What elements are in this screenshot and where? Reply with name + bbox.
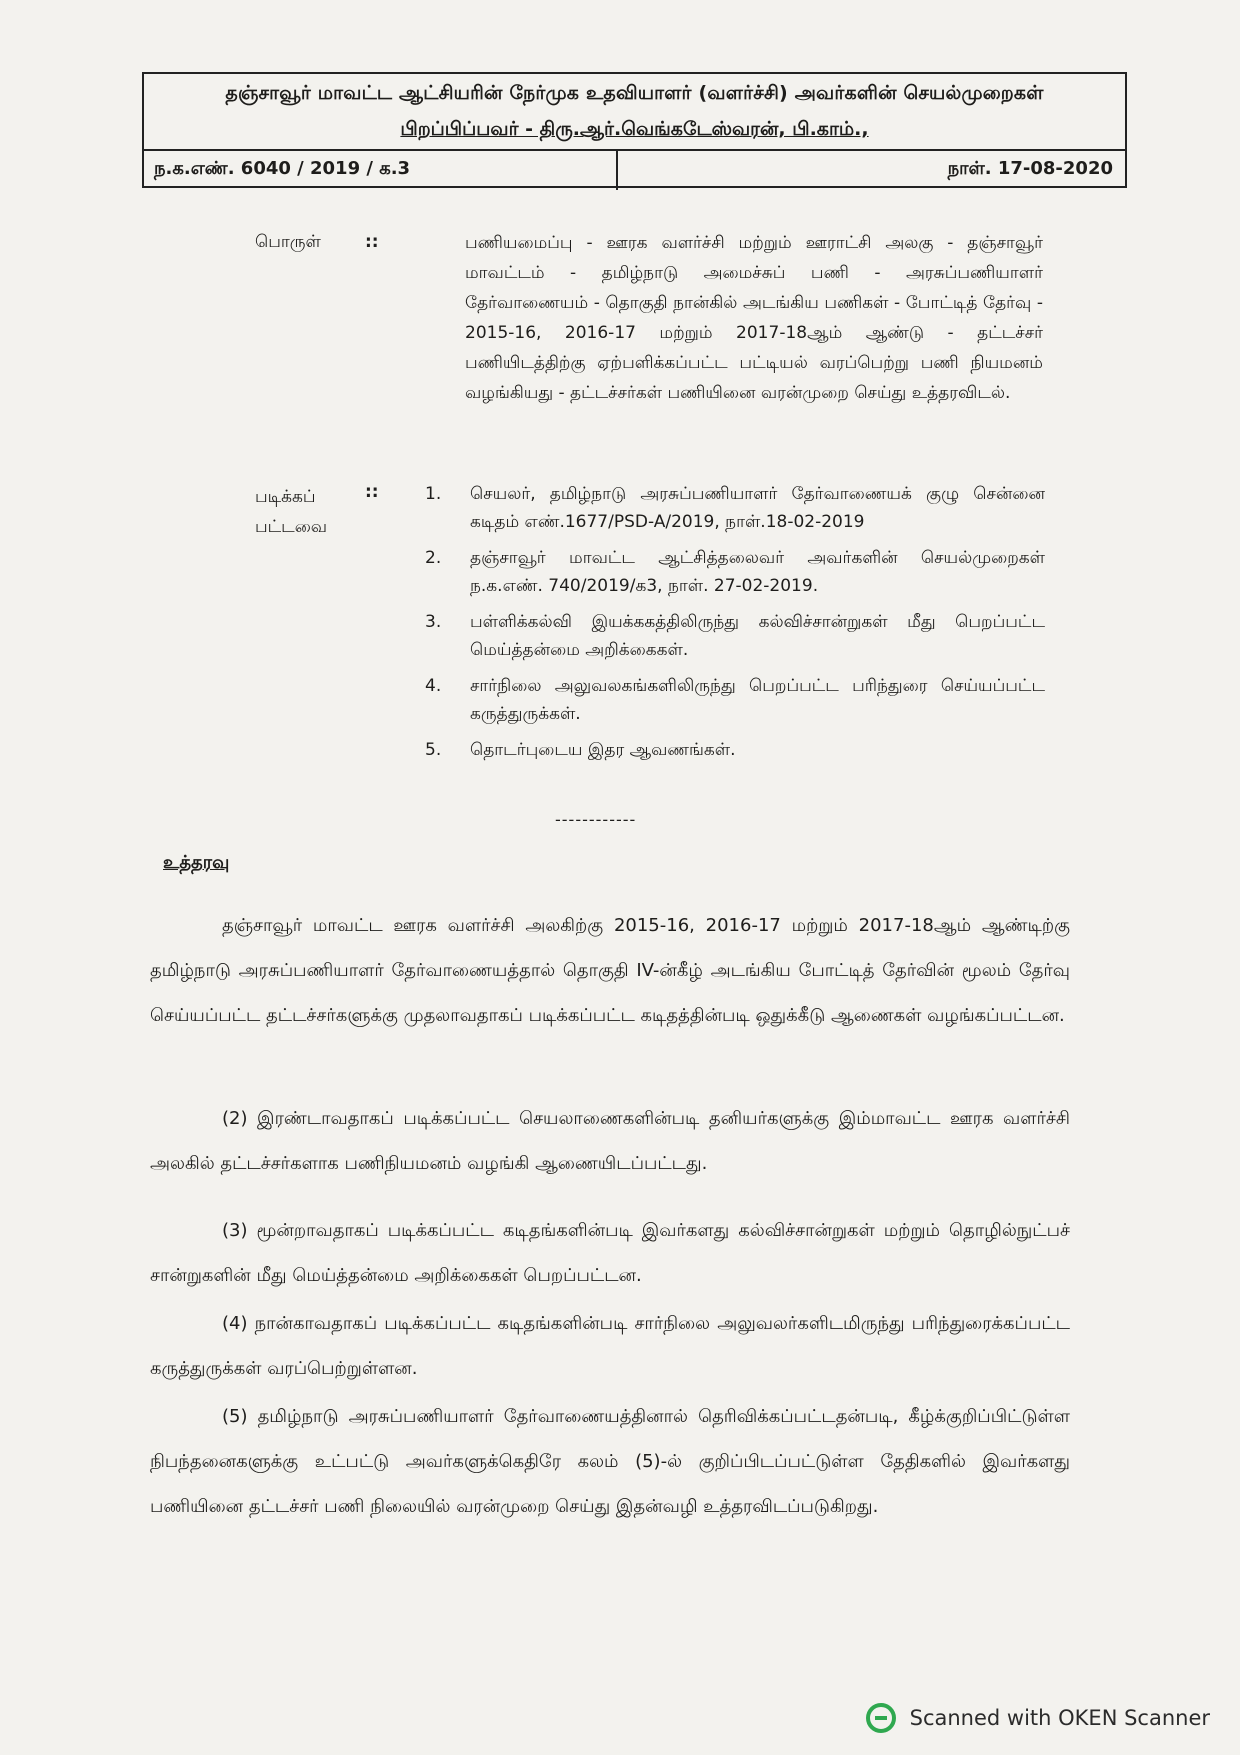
reference-item — [425, 480, 1045, 536]
document-date: நாள். 17-08-2020 — [947, 158, 1113, 179]
subject-separator: :: — [365, 232, 379, 252]
subject-text: பணியமைப்பு - ஊரக வளர்ச்சி மற்றும் ஊராட்சி அலகு - தஞ்சாவூர் மாவட்டம் - தமிழ்நாடு அமைச்சுப் பணி - அரசுப்பணியாளர் தேர்வாணையம் - தொகுதி நான்கில் அடங்கிய பணிகள் - போட்டித் தேர்வு - 2015-16, 2016-17 மற்றும் 2017-18ஆம் ஆண்டு - தட்டச்சர் பணியிடத்திற்கு ஏற்பளிக்கப்பட்ட பட்டியல் வரப்பெற்று பணி நியமனம் வழங்கியது - தட்டச்சர்கள் பணியினை வரன்முறை செய்து உத்தரவிடல். — [465, 233, 1043, 403]
watermark-text: Scanned with OKEN Scanner — [909, 1706, 1210, 1730]
oken-scanner-logo-icon — [866, 1703, 896, 1733]
reference-item — [425, 672, 1045, 728]
reference-item — [425, 736, 1045, 764]
reference-number-label: 5. — [425, 740, 442, 760]
reference-text: தொடர்புடைய இதர ஆவணங்கள். — [470, 740, 736, 760]
reference-number-label: 2. — [425, 548, 442, 568]
scanner-watermark — [866, 1703, 1210, 1733]
reference-item — [425, 608, 1045, 664]
reference-number-label: 3. — [425, 612, 442, 632]
references-list — [425, 480, 1045, 772]
order-paragraph-4: (4) நான்காவதாகப் படிக்கப்பட்ட கடிதங்களின்படி சார்நிலை அலுவலர்களிடமிருந்து பரிந்துரைக்கப்பட்ட கருத்துருக்கள் வரப்பெற்றுள்ளன. — [150, 1313, 1070, 1379]
reference-number: ந.க.எண். 6040 / 2019 / க.3 — [154, 158, 411, 179]
order-heading: உத்தரவு — [163, 852, 230, 873]
reference-number-label: 1. — [425, 484, 442, 504]
order-paragraph-2: (2) இரண்டாவதாகப் படிக்கப்பட்ட செயலாணைகளின்படி தனியர்களுக்கு இம்மாவட்ட ஊரக வளர்ச்சி அலகில் தட்டச்சர்களாக பணிநியமனம் வழங்கி ஆணையிடப்பட்டது. — [150, 1108, 1070, 1174]
section-divider: ------------ — [555, 810, 637, 829]
order-paragraph-1: தஞ்சாவூர் மாவட்ட ஊரக வளர்ச்சி அலகிற்கு 2015-16, 2016-17 மற்றும் 2017-18ஆம் ஆண்டிற்கு தமிழ்நாடு அரசுப்பணியாளர் தேர்வாணையத்தால் தொகுதி IV-ன்கீழ் அடங்கிய போட்டித் தேர்வின் மூலம் தேர்வு செய்யப்பட்ட தட்டச்சர்களுக்கு முதலாவதாகப் படிக்கப்பட்ட கடிதத்தின்படி ஒதுக்கீடு ஆணைகள் வழங்கப்பட்டன. — [150, 915, 1070, 1026]
reference-text: சார்நிலை அலுவலகங்களிலிருந்து பெறப்பட்ட பரிந்துரை செய்யப்பட்ட கருத்துருக்கள். — [470, 676, 1045, 724]
reference-text: தஞ்சாவூர் மாவட்ட ஆட்சித்தலைவர் அவர்களின் செயல்முறைகள் ந.க.எண். 740/2019/க3, நாள். 27-02-2019. — [470, 548, 1045, 596]
references-label: படிக்கப் பட்டவை — [255, 487, 328, 537]
reference-text: செயலர், தமிழ்நாடு அரசுப்பணியாளர் தேர்வாணையக் குழு சென்னை கடிதம் எண்.1677/PSD-A/2019, நாள்.18-02-2019 — [470, 484, 1045, 532]
header-box — [142, 72, 1127, 188]
reference-item — [425, 544, 1045, 600]
header-issuer: பிறப்பிப்பவர் - திரு.ஆர்.வெங்கடேஸ்வரன், பி.காம்., — [400, 118, 869, 140]
header-title: தஞ்சாவூர் மாவட்ட ஆட்சியரின் நேர்முக உதவியாளர் (வளர்ச்சி) அவர்களின் செயல்முறைகள் — [225, 82, 1044, 104]
header-reference-row — [144, 149, 1125, 190]
order-paragraph-5: (5) தமிழ்நாடு அரசுப்பணியாளர் தேர்வாணையத்தினால் தெரிவிக்கப்பட்டதன்படி, கீழ்க்குறிப்பிட்டுள்ள நிபந்தனைகளுக்கு உட்பட்டு அவர்களுக்கெதிரே கலம் (5)-ல் குறிப்பிடப்பட்டுள்ள தேதிகளில் இவர்களது பணியினை தட்டச்சர் பணி நிலையில் வரன்முறை செய்து இதன்வழி உத்தரவிடப்படுகிறது. — [150, 1406, 1070, 1517]
reference-text: பள்ளிக்கல்வி இயக்ககத்திலிருந்து கல்விச்சான்றுகள் மீது பெறப்பட்ட மெய்த்தன்மை அறிக்கைகள். — [470, 612, 1045, 660]
subject-label: பொருள் — [255, 232, 321, 252]
reference-number-label: 4. — [425, 676, 442, 696]
order-paragraph-3: (3) மூன்றாவதாகப் படிக்கப்பட்ட கடிதங்களின்படி இவர்களது கல்விச்சான்றுகள் மற்றும் தொழில்நுட்பச் சான்றுகளின் மீது மெய்த்தன்மை அறிக்கைகள் பெறப்பட்டன. — [150, 1220, 1070, 1286]
references-separator: :: — [365, 482, 379, 502]
header-divider — [616, 151, 618, 190]
